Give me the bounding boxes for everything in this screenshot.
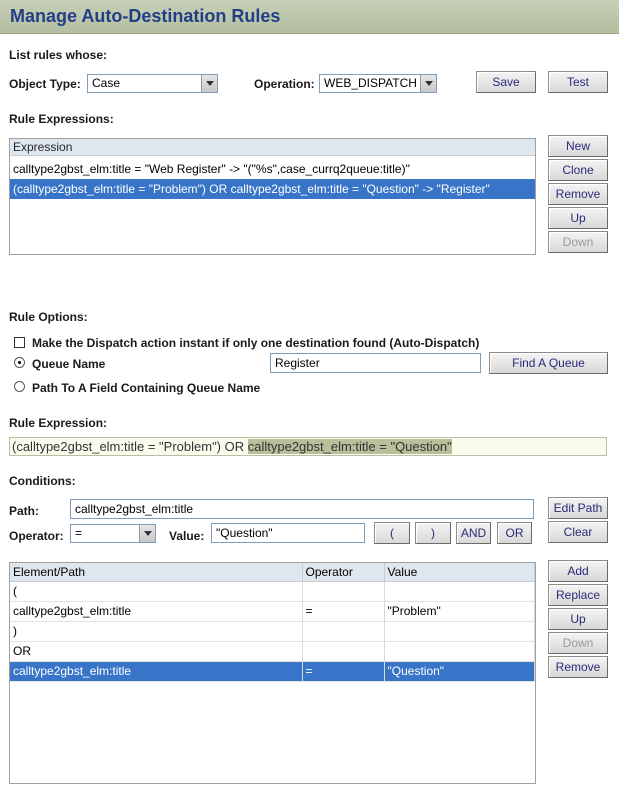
- list-rules-heading: List rules whose:: [9, 48, 108, 62]
- replace-condition-button[interactable]: Replace: [548, 584, 608, 606]
- object-type-label: Object Type:: [9, 77, 81, 91]
- chevron-down-icon[interactable]: [420, 75, 436, 92]
- column-header-operator: Operator: [302, 563, 384, 581]
- path-label: Path:: [9, 504, 39, 518]
- table-row[interactable]: [10, 621, 535, 641]
- value-label: Value:: [169, 529, 205, 543]
- cell-value: [384, 581, 535, 601]
- rule-options-heading: Rule Options:: [9, 310, 88, 324]
- rule-expression-heading: Rule Expression:: [9, 416, 108, 430]
- expression-row[interactable]: calltype2gbst_elm:title = "Web Register" -> "("%s",case_currq2queue:title)": [13, 162, 410, 176]
- path-input[interactable]: calltype2gbst_elm:title: [70, 499, 534, 519]
- new-rule-button[interactable]: New: [548, 135, 608, 157]
- rule-expression-highlight: calltype2gbst_elm:title = "Question": [247, 439, 452, 454]
- column-header-value: Value: [384, 563, 535, 581]
- close-paren-button[interactable]: ): [415, 522, 451, 544]
- auto-dispatch-checkbox[interactable]: [14, 337, 25, 348]
- move-rule-up-button[interactable]: Up: [548, 207, 608, 229]
- conditions-table[interactable]: [9, 562, 536, 784]
- clone-rule-button[interactable]: Clone: [548, 159, 608, 181]
- table-row-selected[interactable]: [10, 661, 535, 681]
- add-condition-button[interactable]: Add: [548, 560, 608, 582]
- rule-expression-display: [9, 437, 607, 456]
- object-type-select[interactable]: [87, 74, 218, 93]
- save-button[interactable]: Save: [476, 71, 536, 93]
- auto-dispatch-label: Make the Dispatch action instant if only one destination found (Auto-Dispatch): [32, 336, 480, 350]
- cell-path: OR: [10, 641, 302, 661]
- operator-value: =: [75, 526, 83, 540]
- test-button[interactable]: Test: [548, 71, 608, 93]
- chevron-down-icon[interactable]: [139, 525, 155, 542]
- rule-expressions-list[interactable]: [9, 138, 536, 255]
- operation-label: Operation:: [254, 77, 315, 91]
- operator-select[interactable]: [70, 524, 156, 543]
- cell-value: "Problem": [384, 601, 535, 621]
- path-field-label: Path To A Field Containing Queue Name: [32, 381, 261, 395]
- expression-column-header: Expression: [10, 139, 535, 156]
- rule-expressions-heading: Rule Expressions:: [9, 112, 114, 126]
- cell-value: [384, 641, 535, 661]
- move-condition-up-button[interactable]: Up: [548, 608, 608, 630]
- expression-row-selected[interactable]: (calltype2gbst_elm:title = "Problem") OR calltype2gbst_elm:title = "Question" -> "Register": [10, 179, 535, 199]
- operator-label: Operator:: [9, 529, 64, 543]
- rule-expression-text: (calltype2gbst_elm:title = "Problem") OR: [12, 439, 248, 454]
- cell-value: "Question": [384, 661, 535, 681]
- and-button[interactable]: AND: [456, 522, 491, 544]
- value-input[interactable]: "Question": [211, 523, 365, 543]
- cell-operator: =: [302, 601, 384, 621]
- page-title: Manage Auto-Destination Rules: [10, 6, 281, 26]
- move-condition-down-button[interactable]: Down: [548, 632, 608, 654]
- cell-operator: [302, 581, 384, 601]
- cell-operator: =: [302, 661, 384, 681]
- table-row[interactable]: [10, 641, 535, 661]
- table-row[interactable]: [10, 601, 535, 621]
- remove-condition-button[interactable]: Remove: [548, 656, 608, 678]
- queue-name-radio[interactable]: [14, 357, 25, 368]
- remove-rule-button[interactable]: Remove: [548, 183, 608, 205]
- operation-value: WEB_DISPATCH: [324, 76, 417, 90]
- cell-path: (: [10, 581, 302, 601]
- conditions-heading: Conditions:: [9, 474, 76, 488]
- clear-button[interactable]: Clear: [548, 521, 608, 543]
- move-rule-down-button[interactable]: Down: [548, 231, 608, 253]
- cell-path: calltype2gbst_elm:title: [10, 661, 302, 681]
- object-type-value: Case: [92, 76, 121, 90]
- column-header-path: Element/Path: [10, 563, 302, 581]
- edit-path-button[interactable]: Edit Path: [548, 497, 608, 519]
- cell-path: ): [10, 621, 302, 641]
- table-row[interactable]: [10, 581, 535, 601]
- path-field-radio[interactable]: [14, 381, 25, 392]
- open-paren-button[interactable]: (: [374, 522, 410, 544]
- cell-path: calltype2gbst_elm:title: [10, 601, 302, 621]
- queue-name-label: Queue Name: [32, 357, 106, 371]
- cell-value: [384, 621, 535, 641]
- or-button[interactable]: OR: [497, 522, 532, 544]
- cell-operator: [302, 621, 384, 641]
- operation-select[interactable]: [319, 74, 437, 93]
- find-queue-button[interactable]: Find A Queue: [489, 352, 608, 374]
- cell-operator: [302, 641, 384, 661]
- chevron-down-icon[interactable]: [201, 75, 217, 92]
- queue-name-input[interactable]: Register: [270, 353, 481, 373]
